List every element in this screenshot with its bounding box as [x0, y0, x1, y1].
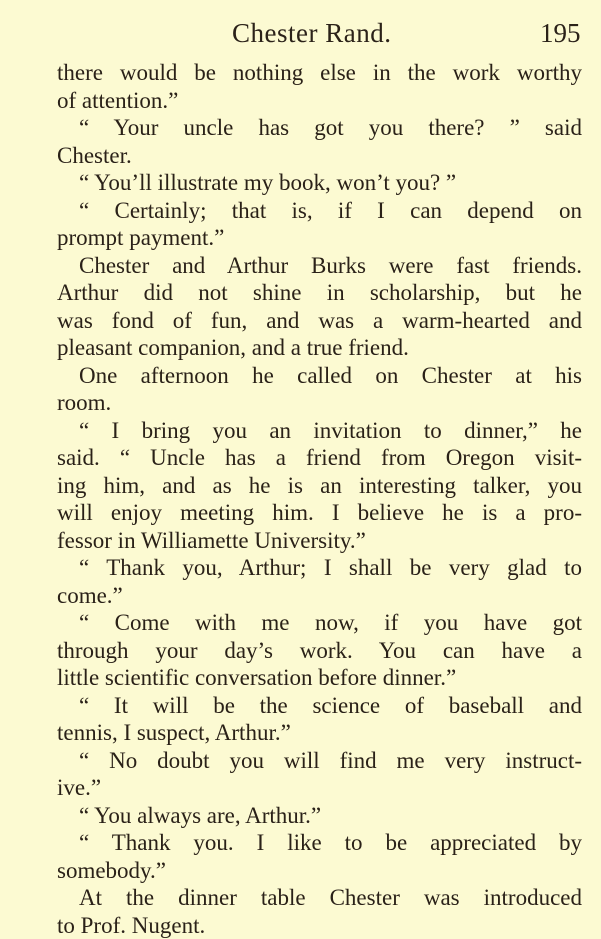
text-line: was fond of fun, and was a warm-hearted and — [57, 307, 582, 335]
text-line: little scientific conversation before dinner.” — [57, 664, 582, 692]
text-line: “ You always are, Arthur.” — [57, 802, 582, 830]
text-line: through your day’s work. You can have a — [57, 637, 582, 665]
text-line: room. — [57, 389, 582, 417]
text-line: “ Certainly; that is, if I can depend on — [57, 197, 582, 225]
text-line: “ You’ll illustrate my book, won’t you? ” — [57, 169, 582, 197]
text-line: “ Come with me now, if you have got — [57, 609, 582, 637]
page-header — [0, 14, 601, 54]
text-line: of attention.” — [57, 87, 582, 115]
text-line: ing him, and as he is an interesting talker, you — [57, 472, 582, 500]
text-line: prompt payment.” — [57, 224, 582, 252]
page-body-text — [57, 59, 582, 939]
text-line: At the dinner table Chester was introduced — [57, 884, 582, 912]
text-line: Chester and Arthur Burks were fast friends. — [57, 252, 582, 280]
text-line: pleasant companion, and a true friend. — [57, 334, 582, 362]
text-line: will enjoy meeting him. I believe he is a pro- — [57, 499, 582, 527]
page-number: 195 — [540, 18, 581, 49]
text-line: said. “ Uncle has a friend from Oregon visit- — [57, 444, 582, 472]
text-line: “ Thank you, Arthur; I shall be very glad to — [57, 554, 582, 582]
text-line: fessor in Williamette University.” — [57, 527, 582, 555]
text-line: One afternoon he called on Chester at his — [57, 362, 582, 390]
text-line: there would be nothing else in the work worthy — [57, 59, 582, 87]
text-line: ive.” — [57, 774, 582, 802]
text-line: to Prof. Nugent. — [57, 912, 582, 939]
running-head: Chester Rand. — [232, 18, 391, 49]
text-line: “ Thank you. I like to be appreciated by — [57, 829, 582, 857]
text-line: “ No doubt you will find me very instruct- — [57, 747, 582, 775]
text-line: “ It will be the science of baseball and — [57, 692, 582, 720]
text-line: come.” — [57, 582, 582, 610]
text-line: “ I bring you an invitation to dinner,” he — [57, 417, 582, 445]
text-line: “ Your uncle has got you there? ” said — [57, 114, 582, 142]
text-line: Arthur did not shine in scholarship, but he — [57, 279, 582, 307]
text-line: tennis, I suspect, Arthur.” — [57, 719, 582, 747]
text-line: Chester. — [57, 142, 582, 170]
text-line: somebody.” — [57, 857, 582, 885]
